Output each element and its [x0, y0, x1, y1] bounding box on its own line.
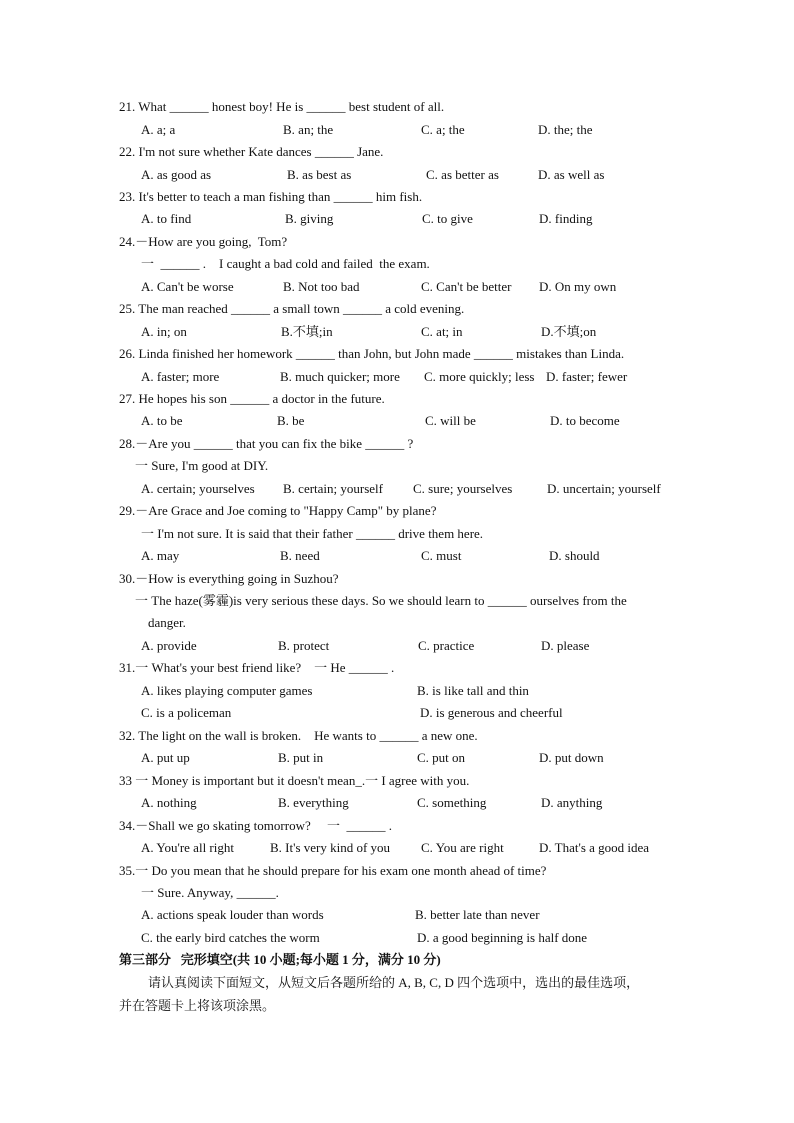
- question-26: 26. Linda finished her homework ______ than John, but John made ______ mistakes than Linda.: [119, 346, 625, 361]
- option-c: C. must: [421, 548, 462, 563]
- option-c: C. put on: [417, 750, 466, 765]
- option-a: A. as good as: [141, 167, 212, 182]
- question-24-reply: 一 ______ . I caught a bad cold and failed the exam.: [141, 256, 430, 271]
- option-b: B. much quicker; more: [280, 369, 400, 384]
- question-29-reply: 一 I'm not sure. It is said that their father ______ drive them here.: [141, 526, 484, 541]
- question-31: 31.一 What's your best friend like? 一 He ______ .: [119, 660, 395, 675]
- option-a: A. in; on: [141, 324, 187, 339]
- question-34: 34.－Shall we go skating tomorrow? 一 ______ .: [119, 818, 392, 833]
- option-d: D. to become: [550, 413, 620, 428]
- option-b: B. giving: [285, 211, 334, 226]
- option-b: B. It's very kind of you: [270, 840, 391, 855]
- option-d: D. as well as: [538, 167, 605, 182]
- question-30: 30.－How is everything going in Suzhou?: [119, 571, 339, 586]
- option-c: C. at; in: [421, 324, 463, 339]
- option-c: C. Can't be better: [421, 279, 512, 294]
- option-c: C. as better as: [426, 167, 499, 182]
- option-b: B. everything: [278, 795, 349, 810]
- option-c: C. the early bird catches the worm: [141, 930, 320, 945]
- option-b: B.不填;in: [281, 324, 333, 339]
- option-d: D. On my own: [539, 279, 617, 294]
- question-30-reply: 一 The haze(雾霾)is very serious these days. So we should learn to ______ ourselves from the: [135, 593, 627, 608]
- option-d: D. is generous and cheerful: [420, 705, 563, 720]
- question-22: 22. I'm not sure whether Kate dances ______ Jane.: [119, 144, 384, 159]
- section-instruction-cont: 并在答题卡上将该项涂黑。: [119, 998, 276, 1013]
- option-b: B. as best as: [287, 167, 352, 182]
- question-23: 23. It's better to teach a man fishing than ______ him fish.: [119, 189, 423, 204]
- option-d: D. should: [549, 548, 600, 563]
- option-a: A. nothing: [141, 795, 197, 810]
- option-b: B. protect: [278, 638, 330, 653]
- question-32: 32. The light on the wall is broken. He wants to ______ a new one.: [119, 728, 478, 743]
- question-21: 21. What ______ honest boy! He is ______ best student of all.: [119, 99, 445, 114]
- option-b: B. certain; yourself: [283, 481, 383, 496]
- option-d: D. put down: [539, 750, 604, 765]
- option-a: A. provide: [141, 638, 197, 653]
- option-d: D. the; the: [538, 122, 593, 137]
- option-c: C. a; the: [421, 122, 465, 137]
- option-a: A. Can't be worse: [141, 279, 234, 294]
- option-d: D. faster; fewer: [546, 369, 628, 384]
- option-a: A. You're all right: [141, 840, 234, 855]
- option-d: D. a good beginning is half done: [417, 930, 588, 945]
- question-27: 27. He hopes his son ______ a doctor in the future.: [119, 391, 385, 406]
- option-a: A. faster; more: [141, 369, 220, 384]
- option-b: B. better late than never: [415, 907, 540, 922]
- option-d: D. uncertain; yourself: [547, 481, 661, 496]
- question-24: 24.－How are you going, Tom?: [119, 234, 288, 249]
- option-b: B. Not too bad: [283, 279, 360, 294]
- question-25: 25. The man reached ______ a small town ______ a cold evening.: [119, 301, 465, 316]
- question-33: 33 一 Money is important but it doesn't mean_.一 I agree with you.: [119, 773, 470, 788]
- option-c: C. to give: [422, 211, 473, 226]
- option-d: D. That's a good idea: [539, 840, 650, 855]
- option-c: C. more quickly; less: [424, 369, 535, 384]
- option-a: A. to find: [141, 211, 192, 226]
- question-29: 29.－Are Grace and Joe coming to "Happy Camp" by plane?: [119, 503, 437, 518]
- option-c: C. You are right: [421, 840, 504, 855]
- option-d: D. anything: [541, 795, 603, 810]
- question-28-reply: 一 Sure, I'm good at DIY.: [135, 458, 269, 473]
- option-a: A. actions speak louder than words: [141, 907, 324, 922]
- option-c: C. is a policeman: [141, 705, 232, 720]
- question-28: 28.－Are you ______ that you can fix the bike ______ ?: [119, 436, 414, 451]
- option-b: B. be: [277, 413, 305, 428]
- option-b: B. need: [280, 548, 320, 563]
- option-a: A. to be: [141, 413, 183, 428]
- section-heading: 第三部分 完形填空(共 10 小题;每小题 1 分，满分 10 分): [119, 952, 441, 967]
- section-instruction: 请认真阅读下面短文，从短文后各题所给的 A, B, C, D 四个选项中，选出的最佳选项，: [148, 975, 640, 990]
- question-35: 35.一 Do you mean that he should prepare for his exam one month ahead of time?: [119, 863, 547, 878]
- option-c: C. sure; yourselves: [413, 481, 513, 496]
- option-d: D. finding: [539, 211, 593, 226]
- option-d: D.不填;on: [541, 324, 597, 339]
- option-a: A. certain; yourselves: [141, 481, 255, 496]
- option-a: A. likes playing computer games: [141, 683, 313, 698]
- option-b: B. put in: [278, 750, 324, 765]
- option-c: C. will be: [425, 413, 476, 428]
- option-a: A. may: [141, 548, 180, 563]
- option-b: B. an; the: [283, 122, 334, 137]
- option-c: C. something: [417, 795, 487, 810]
- option-b: B. is like tall and thin: [417, 683, 529, 698]
- question-30-reply-cont: danger.: [148, 615, 186, 630]
- question-35-reply: 一 Sure. Anyway, ______.: [141, 885, 279, 900]
- option-a: A. a; a: [141, 122, 176, 137]
- option-d: D. please: [541, 638, 590, 653]
- option-c: C. practice: [418, 638, 475, 653]
- option-a: A. put up: [141, 750, 190, 765]
